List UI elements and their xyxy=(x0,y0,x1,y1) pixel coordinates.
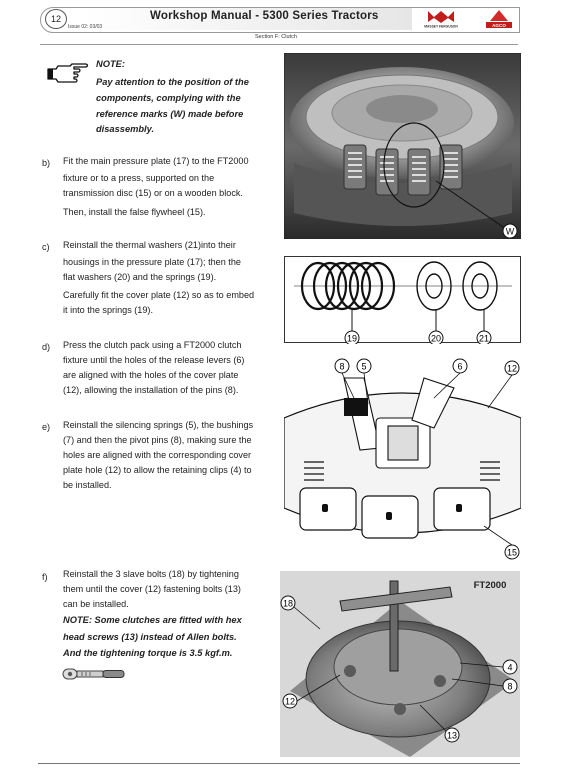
fixture-label: FT2000 xyxy=(473,580,507,591)
callout-w: W xyxy=(505,226,515,237)
pointing-hand-icon xyxy=(46,60,90,84)
step-line: are aligned with the holes of the cover plate xyxy=(63,370,239,380)
callout-12: 12 xyxy=(506,363,518,374)
callout-6: 6 xyxy=(457,361,463,372)
callout-13: 13 xyxy=(446,730,458,741)
step-line: flat washers (20) and the springs (19). xyxy=(63,272,217,282)
step-line: (12), allowing the installation of the pins (8). xyxy=(63,385,239,395)
step-letter: c) xyxy=(42,242,50,252)
document-title: Workshop Manual - 5300 Series Tractors xyxy=(150,10,379,22)
note-line: Pay attention to the position of the xyxy=(96,77,249,87)
step-line: Reinstall the thermal washers (21)into their xyxy=(63,240,236,250)
header-rule xyxy=(40,44,518,45)
callout-20: 20 xyxy=(430,333,442,344)
mf-logo-text: MASSEY FERGUSON xyxy=(424,24,458,29)
callout-8: 8 xyxy=(507,681,513,692)
footer-rule xyxy=(38,763,520,764)
step-line: Reinstall the 3 slave bolts (18) by tightening xyxy=(63,569,239,579)
step-letter: b) xyxy=(42,158,51,168)
note-line: disassembly. xyxy=(96,124,155,134)
step-line: be installed. xyxy=(63,480,112,490)
step-line: holes are aligned with the corresponding cover xyxy=(63,450,252,460)
step-letter: f) xyxy=(42,572,48,582)
step-line: fixture until the holes of the release levers (6) xyxy=(63,355,245,365)
step-line: (7) and then the pivot pins (8), making sure the xyxy=(63,435,252,445)
step-line: Press the clutch pack using a FT2000 clutch xyxy=(63,340,242,350)
figure-ft2000-fixture-photo xyxy=(280,571,520,757)
step-line: them until the cover (12) fastening bolts (13) xyxy=(63,584,241,594)
section-label: Section F: Clutch xyxy=(255,34,297,40)
step-line: transmission disc (15) or on a wooden block. xyxy=(63,188,243,198)
step-line: can be installed. xyxy=(63,599,129,609)
note-heading: NOTE: xyxy=(96,59,125,69)
step-letter: d) xyxy=(42,342,51,352)
note-line: reference marks (W) made before xyxy=(96,109,244,119)
step-note-line: head screws (13) instead of Allen bolts. xyxy=(63,632,237,642)
step-letter: e) xyxy=(42,422,51,432)
callout-18: 18 xyxy=(282,598,294,609)
figure-clutch-assembly-drawing xyxy=(284,358,521,564)
issue-label: Issue 02: 03/03 xyxy=(68,24,103,30)
callout-5: 5 xyxy=(361,361,367,372)
page-number: 12 xyxy=(45,9,67,29)
agco-logo-text: AGCO xyxy=(492,23,506,28)
figure-clutch-pressure-plate-photo xyxy=(284,53,521,239)
note-line: components, complying with the xyxy=(96,93,241,103)
step-line: housings in the pressure plate (17); then the xyxy=(63,257,241,267)
callout-15: 15 xyxy=(506,547,518,558)
step-line: it into the springs (19). xyxy=(63,305,153,315)
step-line: plate hole (12) to allow the retaining clips (4) to xyxy=(63,465,252,475)
callout-8: 8 xyxy=(339,361,345,372)
callout-19: 19 xyxy=(346,333,358,344)
massey-ferguson-logo xyxy=(420,9,462,29)
step-line: Carefully fit the cover plate (12) so as to embed xyxy=(63,290,255,300)
agco-logo xyxy=(484,9,514,29)
step-line: Fit the main pressure plate (17) to the FT2000 xyxy=(63,156,249,166)
torque-wrench-icon xyxy=(62,664,126,684)
callout-4: 4 xyxy=(507,662,513,673)
callout-21: 21 xyxy=(478,333,490,344)
step-note-line: NOTE: Some clutches are fitted with hex xyxy=(63,615,242,625)
figure-washers-springs xyxy=(284,256,521,344)
step-line: fixture or to a press, supported on the xyxy=(63,173,215,183)
step-line: Reinstall the silencing springs (5), the bushings xyxy=(63,420,254,430)
step-note-line: And the tightening torque is 3.5 kgf.m. xyxy=(63,648,233,658)
step-line: Then, install the false flywheel (15). xyxy=(63,207,206,217)
callout-12: 12 xyxy=(284,696,296,707)
